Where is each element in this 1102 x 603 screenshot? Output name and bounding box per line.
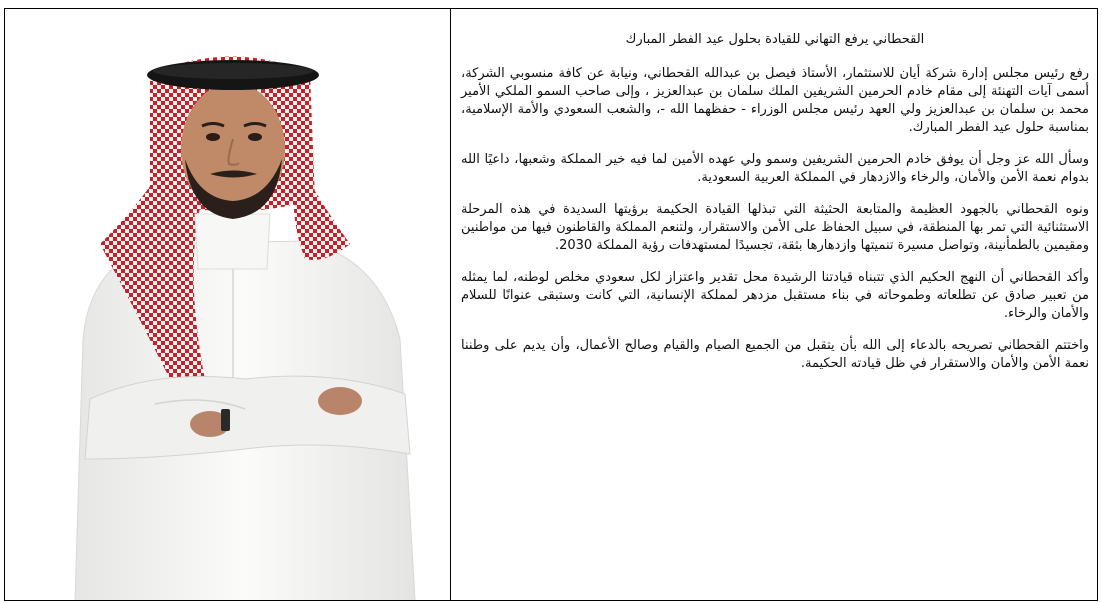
article-paragraph-2: وسأل الله عز وجل أن يوفق خادم الحرمين الشريفين وسمو ولي عهده الأمين لما فيه خير المملكة وشعبها، داعيًا الله بدوام نعمة الأمن والأمان، والرخاء والازدهار في المملكة العربية السعودية. — [461, 152, 1089, 185]
article-table — [4, 8, 1098, 601]
thobe-collar — [195, 214, 270, 269]
portrait-illustration — [5, 9, 451, 600]
article-paragraph-4: وأكد القحطاني أن النهج الحكيم الذي تتبناه قيادتنا الرشيدة محل تقدير واعتزاز لكل سعودي مخلص لوطنه، لما يمثله من تعبير صادق عن تطلعاته وطموحاته في بناء مستقبل مزدهر لمملكة الإنسانية، التي كانت وستبقى عنوانًا للسلام والأمان والرخاء. — [461, 270, 1089, 321]
article-text-cell — [451, 9, 1097, 600]
article-paragraph-3: ونوه القحطاني بالجهود العظيمة والمتابعة الحثيثة التي تبذلها القيادة الحكيمة برؤيتها السديدة في هذه المرحلة الاستثنائية التي تمر بها المنطقة، في سبيل الحفاظ على الأمن والاستقرار، ولتنعم المملكة والقاطنون فيها من مواطنين ومقيمين بالطمأنينة، وتواصل مسيرة تنميتها وازدهارها بثقة، تجسيدًا لمستهدفات رؤية المملكة 2030. — [461, 202, 1089, 253]
article-headline: القحطاني يرفع التهاني للقيادة بحلول عيد الفطر المبارك — [625, 32, 925, 47]
crossed-arms — [85, 376, 410, 459]
portrait-photo-cell — [5, 9, 451, 600]
left-hand — [318, 387, 362, 415]
article-paragraph-1: رفع رئيس مجلس إدارة شركة أيان للاستثمار، الأستاذ فيصل بن عبدالله القحطاني، ونيابة عن كافة منسوبي الشركة، أسمى آيات التهنئة إلى مقام خادم الحرمين الشريفين الملك سلمان بن عبدالعزيز ، وإلى صاحب السمو الملكي الأمير محمد بن سلمان بن عبدالعزيز ولي العهد رئيس مجلس الوزراء - حفظهما الله -، والشعب السعودي والأمة الإسلامية، بمناسبة حلول عيد الفطر المبارك. — [461, 66, 1089, 135]
article-paragraph-5: واختتم القحطاني تصريحه بالدعاء إلى الله بأن يتقبل من الجميع الصيام والقيام وصالح الأعمال، وأن يديم على وطننا نعمة الأمن والأمان والاستقرار في ظل قيادته الحكيمة. — [461, 338, 1089, 371]
